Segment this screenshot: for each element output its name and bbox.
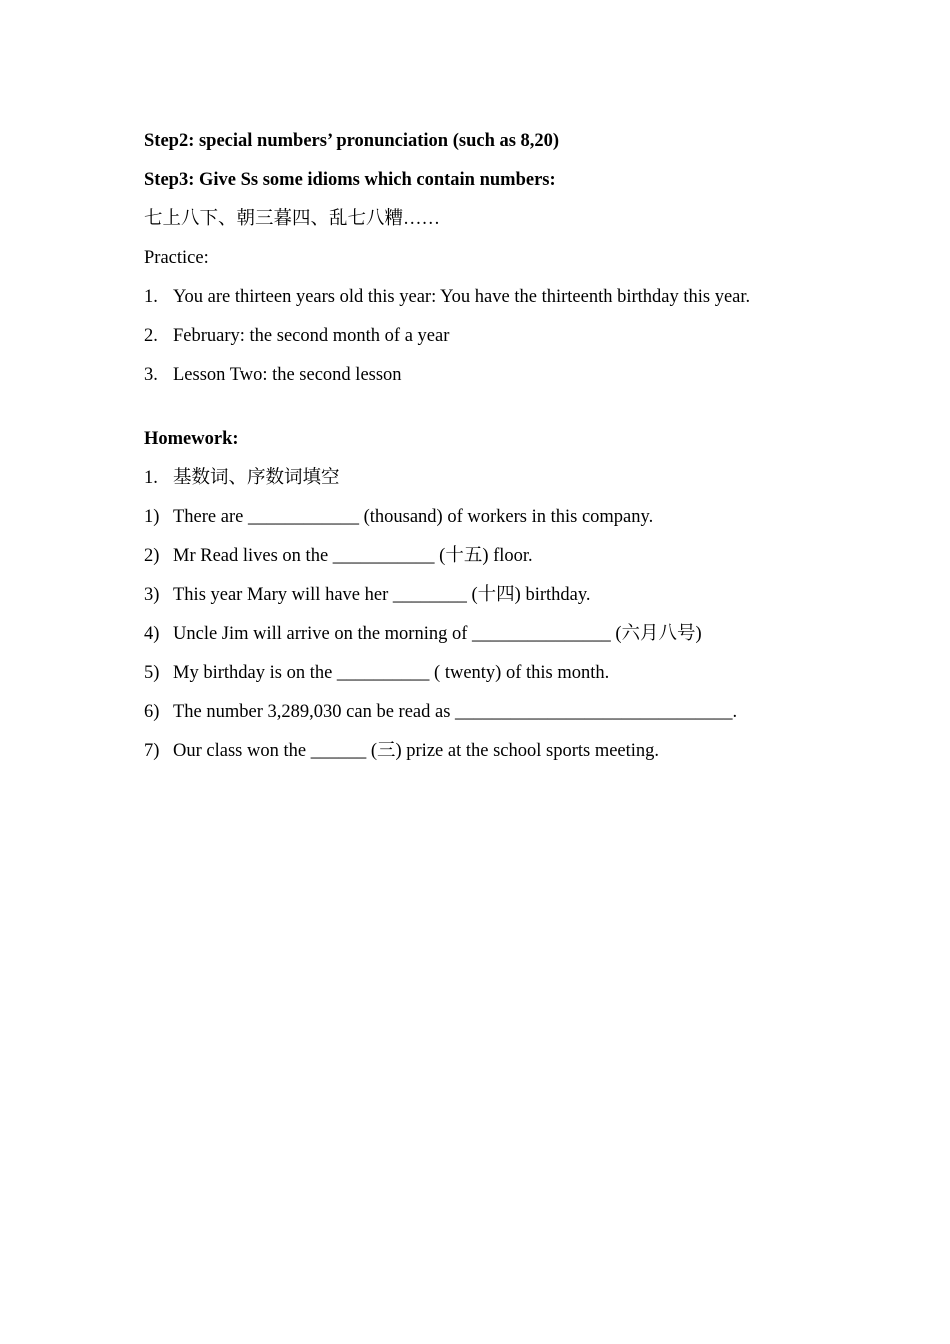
practice-item-text: February: the second month of a year xyxy=(173,326,450,346)
exercise-number: 5) xyxy=(144,663,160,683)
exercise-text: The number 3,289,030 can be read as ______________________________. xyxy=(173,702,738,722)
exercise-number: 4) xyxy=(144,624,160,644)
exercise-item xyxy=(144,693,804,732)
practice-item xyxy=(144,278,804,317)
exercise-text: My birthday is on the __________ ( twenty) of this month. xyxy=(173,663,610,683)
exercise-number: 2) xyxy=(144,546,160,566)
homework-heading: Homework: xyxy=(144,429,239,449)
exercise-number: 3) xyxy=(144,585,160,605)
idioms-line: 七上八下、朝三暮四、乱七八糟…… xyxy=(144,209,441,229)
practice-item-number: 3. xyxy=(144,365,158,385)
exercise-item xyxy=(144,654,804,693)
homework-task-number: 1. xyxy=(144,468,158,488)
homework-task xyxy=(144,459,804,498)
exercise-item xyxy=(144,498,804,537)
practice-item-number: 2. xyxy=(144,326,158,346)
exercise-item xyxy=(144,576,804,615)
practice-item xyxy=(144,356,804,395)
step3-heading: Step3: Give Ss some idioms which contain numbers: xyxy=(144,170,556,190)
exercise-text: Our class won the ______ (三) prize at the school sports meeting. xyxy=(173,741,660,761)
section-spacer xyxy=(144,395,804,420)
practice-item-text: You are thirteen years old this year: You have the thirteenth birthday this year. xyxy=(173,287,751,307)
exercise-text: This year Mary will have her ________ (十四) birthday. xyxy=(173,585,591,605)
exercise-item xyxy=(144,537,804,576)
exercise-item xyxy=(144,615,804,654)
exercise-item xyxy=(144,732,804,771)
practice-item-number: 1. xyxy=(144,287,158,307)
step2-heading: Step2: special numbers’ pronunciation (such as 8,20) xyxy=(144,131,560,151)
exercise-text: There are ____________ (thousand) of workers in this company. xyxy=(173,507,654,527)
exercise-number: 6) xyxy=(144,702,160,722)
practice-label: Practice: xyxy=(144,248,209,268)
exercise-number: 7) xyxy=(144,741,160,761)
practice-item xyxy=(144,317,804,356)
practice-item-text: Lesson Two: the second lesson xyxy=(173,365,402,385)
exercise-number: 1) xyxy=(144,507,160,527)
exercise-text: Uncle Jim will arrive on the morning of _______________ (六月八号) xyxy=(173,624,702,644)
document-body xyxy=(144,122,804,771)
homework-task-text: 基数词、序数词填空 xyxy=(173,468,340,488)
exercise-text: Mr Read lives on the ___________ (十五) floor. xyxy=(173,546,533,566)
